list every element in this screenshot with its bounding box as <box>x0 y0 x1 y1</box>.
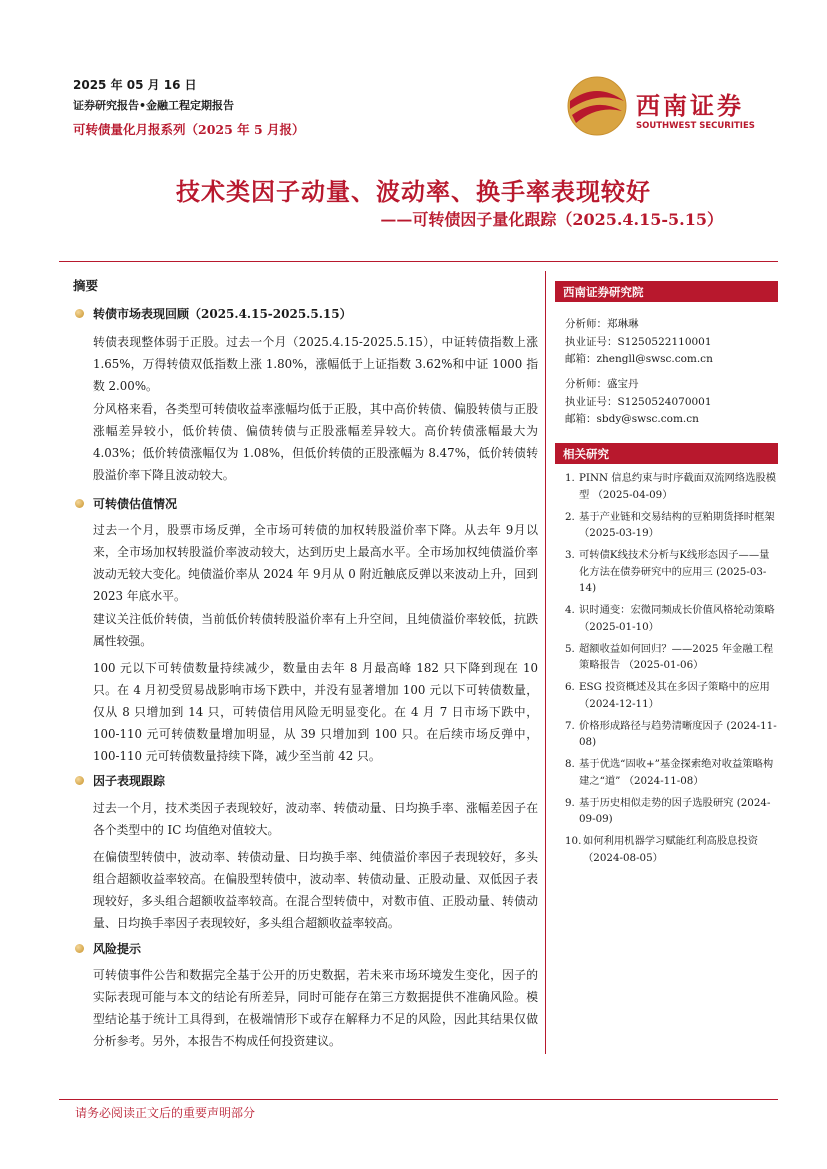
logo-text-cn: 西南证券 <box>636 91 744 120</box>
paragraph: 过去一个月，股票市场反弹，全市场可转债的加权转股溢价率下降。从去年 9月以来，全市场加权转股溢价率波动较大，达到历史上最高水平。全市场加权纯债溢价率波动无较大变化。纯债溢价率从 2024 年 9月从 0 附近触底反弹以来波动上升，回到 2023 年底水平。 <box>93 523 538 603</box>
related-num: 3. <box>565 549 575 561</box>
related-text: 可转债K线技术分析与K线形态因子——量化方法在债券研究中的应用三 (2025-03-14) <box>579 549 770 594</box>
section-heading-risk: 风险提示 <box>93 942 142 956</box>
related-text: 基于产业链和交易结构的豆粕期货择时框架 （2025-03-19） <box>579 510 775 539</box>
related-text: 基于优选“固收+”基金探索绝对收益策略构建之“道” （2024-11-08） <box>579 758 774 787</box>
bullet-icon <box>75 776 84 785</box>
related-num: 9. <box>565 796 575 809</box>
analyst-cert: 执业证号：S1250524070001 <box>565 396 712 408</box>
related-num: 5. <box>565 642 575 655</box>
related-item[interactable] <box>565 756 779 789</box>
related-text: ESG 投资概述及其在多因子策略中的应用 （2024-12-11） <box>579 681 770 710</box>
related-item[interactable] <box>565 718 779 751</box>
bullet-icon <box>75 944 84 953</box>
paragraph: 在偏债型转债中，波动率、转债动量、日均换手率、纯债溢价率因子表现较好，多头组合超额收益率较高。在偏股型转债中，波动率、转债动量、正股动量、双低因子表现较好，多头组合超额收益率较高。在混合型转债中，对数市值、正股动量、转债动量、日均换手率因子表现较好，多头组合超额收益率较高。 <box>93 850 538 930</box>
paragraph: 可转债事件公告和数据完全基于公开的历史数据，若未来市场环境发生变化，因子的实际表现可能与本文的结论有所差异，同时可能存在第三方数据提供不准确风险。模型结论基于统计工具得到，在极端情形下或存在解释力不足的风险，因此其结果仅做分析参考。另外，本报告不构成任何投资建议。 <box>93 968 538 1048</box>
related-research-banner: 相关研究 <box>555 443 778 464</box>
analyst-name: 分析师：郑琳琳 <box>565 318 639 330</box>
page-subtitle: ——可转债因子量化跟踪（2025.4.15-5.15） <box>380 210 723 229</box>
institute-banner: 西南证券研究院 <box>555 281 778 302</box>
top-divider <box>59 261 778 262</box>
related-text: 如何利用机器学习赋能红利高股息投资 （2024-08-05） <box>583 835 759 864</box>
related-num: 8. <box>565 758 575 770</box>
related-num: 2. <box>565 510 575 523</box>
report-type: 证券研究报告•金融工程定期报告 <box>73 99 235 112</box>
related-text: 基于历史相似走势的因子选股研究 (2024-09-09) <box>579 796 771 825</box>
related-item[interactable] <box>565 547 779 597</box>
related-text: 超额收益如何回归？——2025 年金融工程策略报告 （2025-01-06） <box>579 642 774 671</box>
logo-text-en: SOUTHWEST SECURITIES <box>636 121 755 131</box>
section-heading-valuation: 可转债估值情况 <box>93 497 178 511</box>
related-research-list <box>565 470 779 872</box>
analyst-name: 分析师：盛宝丹 <box>565 378 639 390</box>
report-date: 2025 年 05 月 16 日 <box>73 78 197 92</box>
related-item[interactable] <box>565 795 779 828</box>
related-num: 6. <box>565 681 575 693</box>
paragraph: 建议关注低价转债，当前低价转债转股溢价率有上升空间，且纯债溢价率较低，抗跌属性较强。 <box>93 612 538 648</box>
related-item[interactable] <box>565 679 779 712</box>
related-item[interactable] <box>565 509 779 542</box>
column-divider <box>545 271 546 1054</box>
related-item[interactable] <box>565 641 779 674</box>
disclaimer-note: 请务必阅读正文后的重要声明部分 <box>75 1106 256 1120</box>
related-item[interactable] <box>565 602 779 635</box>
section-heading-market: 转债市场表现回顾（2025.4.15-2025.5.15） <box>93 307 352 321</box>
paragraph: 过去一个月，技术类因子表现较好，波动率、转债动量、日均换手率、涨幅差因子在各个类型中的 IC 均值绝对值较大。 <box>93 801 538 837</box>
related-text: 价格形成路径与趋势清晰度因子 (2024-11-08) <box>579 719 777 748</box>
related-text: 识时通变：宏微同频成长价值风格轮动策略 （2025-01-10） <box>579 604 775 633</box>
analyst-email[interactable]: 邮箱：zhengll@swsc.com.cn <box>565 353 713 365</box>
related-num: 1. <box>565 472 575 484</box>
related-num: 4. <box>565 604 575 616</box>
footer-divider <box>59 1099 778 1100</box>
bullet-icon <box>75 309 84 318</box>
analyst-cert: 执业证号：S1250522110001 <box>565 336 712 348</box>
section-heading-factors: 因子表现跟踪 <box>93 774 166 788</box>
related-num: 10. <box>565 835 582 847</box>
related-num: 7. <box>565 719 575 732</box>
page-title: 技术类因子动量、波动率、换手率表现较好 <box>176 177 651 206</box>
paragraph: 转债表现整体弱于正股。过去一个月（2025.4.15-2025.5.15），中证转债指数上涨 1.65%，万得转债双低指数上涨 1.80%，涨幅低于上证指数 3.62%和中证 1000 指数 2.00%。 <box>93 335 538 393</box>
related-item[interactable] <box>565 470 779 503</box>
related-item[interactable] <box>565 833 779 866</box>
abstract-heading: 摘要 <box>73 278 99 293</box>
analyst-email[interactable]: 邮箱：sbdy@swsc.com.cn <box>565 413 699 425</box>
bullet-icon <box>75 499 84 508</box>
company-logo-icon <box>566 75 628 137</box>
related-text: PINN 信息约束与时序截面双流网络选股模型 （2025-04-09） <box>579 472 777 501</box>
paragraph: 100 元以下可转债数量持续减少，数量由去年 8 月最高峰 182 只下降到现在 10 只。在 4 月初受贸易战影响市场下跌中，并没有显著增加 100 元以下可转债数量，仅从 8 只增加到 14 只，可转债信用风险无明显变化。在 4 月 7 日市场下跌中，100-110 元可转债数量增加明显，从 39 只增加到 100 只。在后续市场反弹中，100-110 元可转债数量持续下降，减少至当前 42 只。 <box>93 661 538 763</box>
report-series: 可转债量化月报系列（2025 年 5 月报） <box>73 122 305 137</box>
paragraph: 分风格来看，各类型可转债收益率涨幅均低于正股，其中高价转债、偏股转债与正股涨幅差异较小，低价转债、偏债转债与正股涨幅差异较大。高价转债涨幅最大为 4.03%；低价转债涨幅仅为 1.08%，但低价转债的正股涨幅为 8.47%，低价转债转股溢价率下降且波动较大。 <box>93 402 538 482</box>
